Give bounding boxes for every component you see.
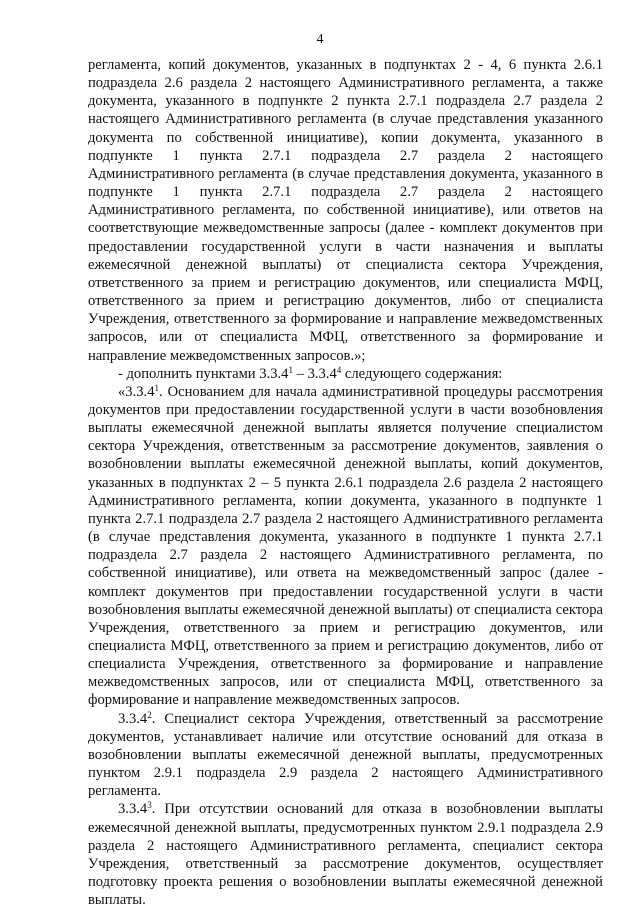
amendment-intro-text: следующего содержания: xyxy=(341,365,503,382)
paragraph-3-3-4-2 xyxy=(88,710,603,801)
clause-text: . Основанием для начала административной процедуры рассмотрения документов при предоставлении государственной услуги в части возобновления выплаты ежемесячной денежной выплаты является получение специалистом сектора Учреждения, ответственным за рассмотрение документов, заявления о возобновлении выплаты ежемесячной денежной выплаты, копий документов, указанных в подпунктах 2 – 5 пункта 2.6.1 подраздела 2.6 раздела 2 настоящего Административного регламента, копии документа, указанного в подпункте 1 пункта 2.7.1 подраздела 2.7 раздела 2 настоящего Административного регламента (в случае представления документа, указанного в подпункте 1 пункта 2.7.1 подраздела 2.7 раздела 2 настоящего Административного регламента, по собственной инициативе), или ответа на межведомственный запрос (далее - комплект документов при предоставлении государственной услуги в части возобновления выплаты ежемесячной денежной выплаты) от специалиста сектора Учреждения, ответственного за прием и регистрацию документов, или специалиста МФЦ, ответственного за прием и регистрацию документов, либо от специалиста Учреждения, ответственного за формирование и направление межведомственных запросов, или от специалиста МФЦ, ответственного за формирование и направление межведомственных запросов. xyxy=(88,383,603,709)
page-number: 4 xyxy=(316,32,324,47)
superscript: 1 xyxy=(154,382,159,393)
paragraph-amendment-intro xyxy=(88,365,603,383)
superscript: 4 xyxy=(336,364,342,375)
superscript: 3 xyxy=(147,800,152,811)
paragraph-3-3-4-3 xyxy=(88,800,603,909)
paragraph-continuation: регламента, копий документов, указанных в подпунктах 2 - 4, 6 пункта 2.6.1 подраздела 2.6 раздела 2 настоящего Административного регламента, а также документа, указанного в подпункте 2 пункта 2.7.1 подраздела 2.7 раздела 2 настоящего Административного регламента (в случае представления указанного документа по собственной инициативе), копии документа, указанного в подпункте 1 пункта 2.7.1 подраздела 2.7 раздела 2 настоящего Административного регламента (в случае представления документа, указанного в подпункте 1 пункта 2.7.1 подраздела 2.7 раздела 2 настоящего Административного регламента, по собственной инициативе), или ответов на соответствующие межведомственные запросы (далее - комплект документов при предоставлении государственной услуги в части назначения и выплаты ежемесячной денежной выплаты) от специалиста сектора Учреждения, ответственного за прием и регистрацию документов, или специалиста МФЦ, ответственного за прием и регистрацию документов, либо от специалиста Учреждения, ответственного за формирование и направление межведомственных запросов, или от специалиста МФЦ, ответственного за формирование и направление межведомственных запросов.»; xyxy=(88,57,603,364)
clause-text: . При отсутствии оснований для отказа в возобновлении выплаты ежемесячной денежной выплаты, предусмотренных пунктом 2.9.1 подраздела 2.9 раздела 2 настоящего Административного регламента, специалист сектора Учреждения, ответственный за рассмотрение документов, осуществляет подготовку проекта решения о возобновлении выплаты ежемесячной денежной выплаты. xyxy=(88,801,603,909)
clause-text: . Специалист сектора Учреждения, ответственный за рассмотрение документов, устанавливает наличие или отсутствие оснований для отказа в возобновлении выплаты ежемесячной денежной выплаты, предусмотренных пунктом 2.9.1 подраздела 2.9 раздела 2 настоящего Административного регламента. xyxy=(88,710,603,800)
paragraph-3-3-4-1 xyxy=(88,383,603,710)
clause-number: «3.3.4 xyxy=(118,383,155,400)
document-body xyxy=(88,56,603,909)
amendment-intro-text: - дополнить пунктами 3.3.4 xyxy=(118,365,289,382)
amendment-intro-text: – 3.3.4 xyxy=(292,365,337,382)
clause-number: 3.3.4 xyxy=(118,801,148,818)
clause-number: 3.3.4 xyxy=(118,710,148,727)
superscript: 2 xyxy=(147,709,152,720)
superscript: 1 xyxy=(288,364,293,375)
